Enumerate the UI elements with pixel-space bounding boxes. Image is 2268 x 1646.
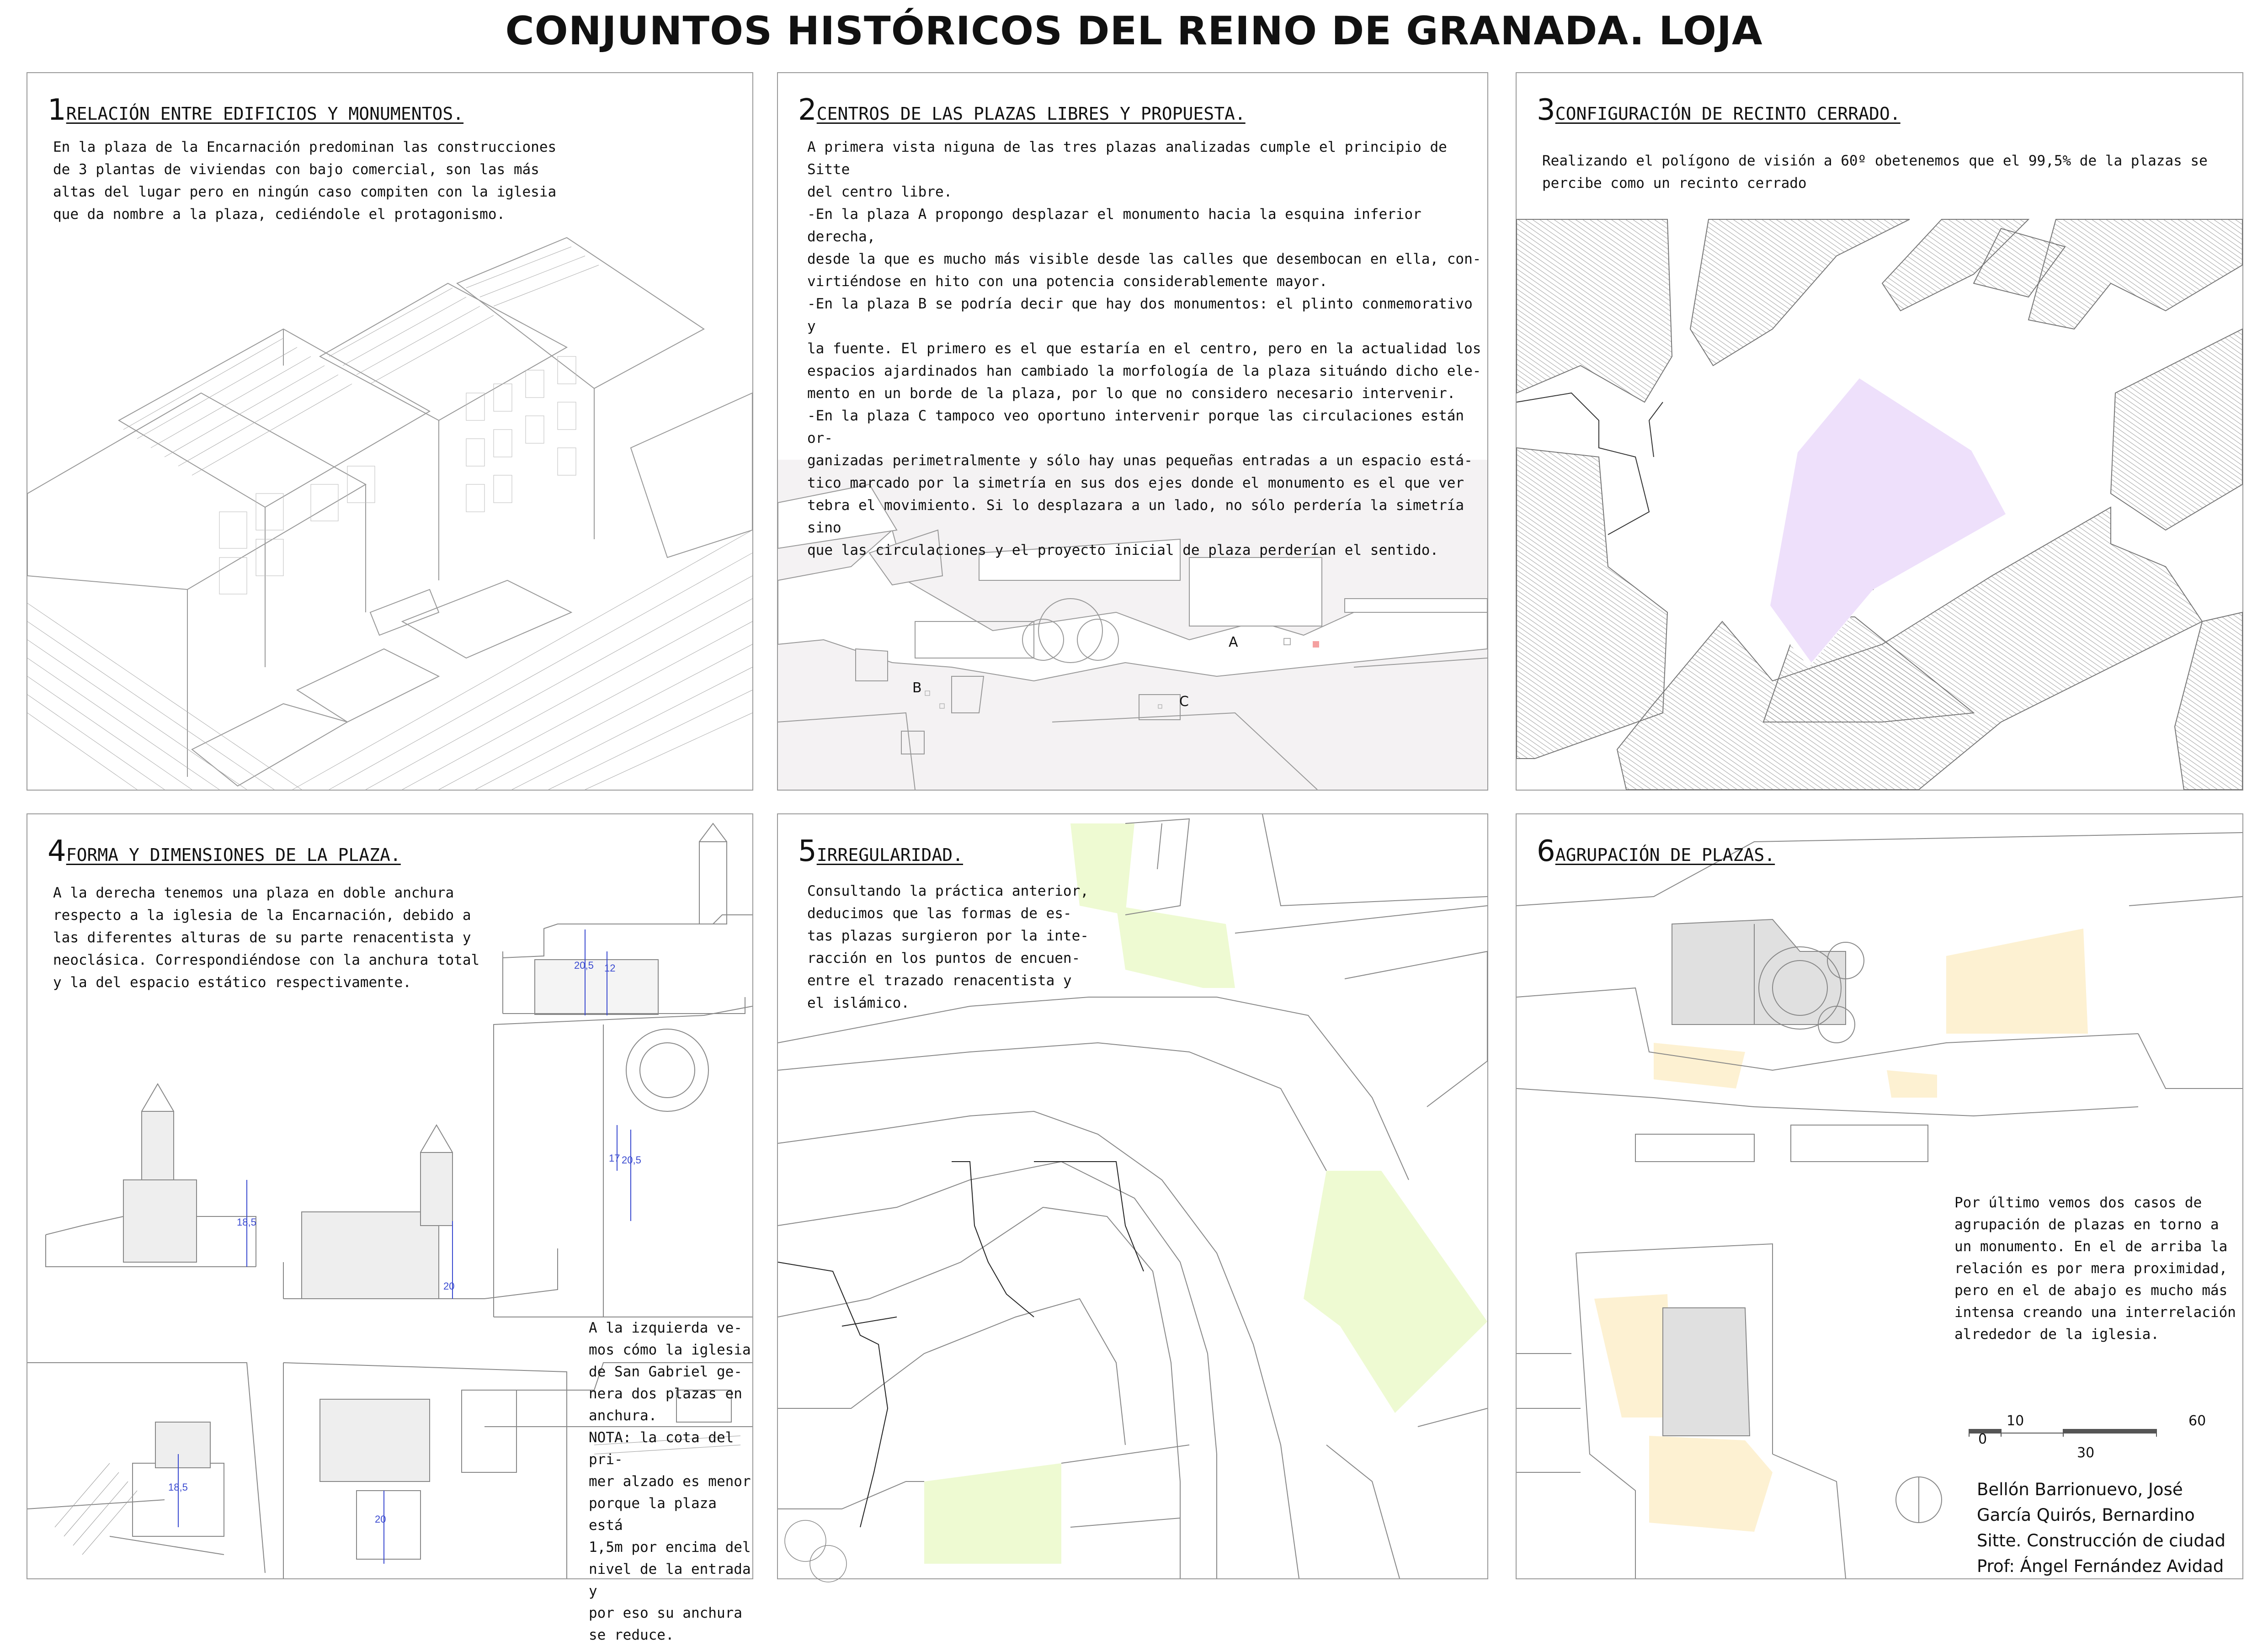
panel-5-irregularity bbox=[777, 813, 1488, 1579]
panel-4-text: A la derecha tenemos una plaza en doble anchura respecto a la iglesia de la Encarnación, debido a las diferentes alturas de su parte renacentista y neoclásica. Correspondiéndose con la anchura total y la del espacio estático respectivamente. bbox=[53, 885, 480, 991]
panel-5-text: Consultando la práctica anterior, deducimos que las formas de es- tas plazas surgieron por la inte- racción en los puntos de encuen- entre el trazado renacentista y el islámico. bbox=[807, 883, 1089, 1011]
panel-2-plaza-centers bbox=[777, 72, 1488, 791]
panel-4-text-note: A la izquierda ve- mos cómo la iglesia de San Gabriel ge- nera dos plazas en anchura. NOTA: la cota del pri- mer alzado es menor porque la plaza está 1,5m por encima del nivel de la entrada y por eso su anchura se reduce. bbox=[589, 1320, 751, 1643]
panel-3-closed-enclosure bbox=[1516, 72, 2243, 791]
plaza-a-label: A bbox=[1229, 634, 1238, 650]
panel-1-buildings-monuments bbox=[27, 72, 753, 791]
dim-label: 12 bbox=[604, 962, 616, 974]
panel-5-number: 5 bbox=[798, 834, 817, 868]
dim-label: 20 bbox=[375, 1513, 386, 1525]
plaza-b-label: B bbox=[912, 680, 922, 696]
panel-1-title: RELACIÓN ENTRE EDIFICIOS Y MONUMENTOS. bbox=[66, 104, 464, 124]
dim-label: 17 bbox=[609, 1152, 620, 1164]
panel-6-heading bbox=[1537, 834, 1775, 868]
panel-2-text: A primera vista niguna de las tres plazas analizadas cumple el principio de Sitte del centro libre. -En la plaza A propongo desplazar el monumento hacia la esquina inferior derecha, desde la que es mucho más visible desde las calles que desembocan en ella, con- virtiéndose en hito con una potencia considerablemente mayor. -En la plaza B se podría decir que hay dos monumentos: el plinto conmemorativo y la fuente. El primero es el que estaría en el centro, pero en la actualidad los espacios ajardinados han cambiado la morfología de la plaza situándo dicho ele- mento en un borde de la plaza, por lo que no considero necesario intervenir. -En la plaza C tampoco veo oportuno intervenir porque las circulaciones están or- ganizadas perimetralmente y sólo hay unas pequeñas entradas a un espacio está- tico marcado por la simetría en sus dos ejes donde el monumento es el que ver tebra el movimiento. Si lo desplazara a un lado, no sólo perdería la simetría sino que las circulaciones y el proyecto inicial de plaza perderían el sentido. bbox=[807, 139, 1481, 558]
dim-label: 20,5 bbox=[574, 960, 594, 971]
scale-label-30: 30 bbox=[2077, 1445, 2095, 1461]
panel-6-plaza-grouping bbox=[1516, 813, 2243, 1579]
panel-2-heading bbox=[798, 93, 1246, 127]
dim-label: 20 bbox=[443, 1280, 455, 1292]
panel-5-title: IRREGULARIDAD. bbox=[816, 845, 964, 865]
dim-label: 20,5 bbox=[622, 1154, 641, 1166]
plaza-c-label: C bbox=[1179, 694, 1189, 710]
panel-4-heading bbox=[48, 834, 401, 868]
panel-5-heading bbox=[798, 834, 963, 868]
panel-4-number: 4 bbox=[48, 834, 66, 868]
dim-label: 18,5 bbox=[237, 1216, 256, 1228]
dim-label: 18,5 bbox=[168, 1481, 188, 1493]
panel-4-form-dimensions bbox=[27, 813, 753, 1643]
panel-1-text: En la plaza de la Encarnación predominan las construcciones de 3 plantas de viviendas con bajo comercial, son las más altas del lugar pero en ningún caso compiten con la iglesia que da nombre a la plaza, cediéndole el protagonismo. bbox=[53, 139, 557, 223]
panel-2-title: CENTROS DE LAS PLAZAS LIBRES Y PROPUESTA. bbox=[816, 104, 1246, 124]
panel-1-heading bbox=[48, 93, 463, 127]
scale-label-60: 60 bbox=[2188, 1413, 2206, 1429]
panel-6-title: AGRUPACIÓN DE PLAZAS. bbox=[1555, 845, 1775, 865]
panel-2-number: 2 bbox=[798, 93, 817, 127]
panel-3-title: CONFIGURACIÓN DE RECINTO CERRADO. bbox=[1555, 104, 1901, 124]
panel-3-number: 3 bbox=[1537, 93, 1555, 127]
panel-3-text: Realizando el polígono de visión a 60º obetenemos que el 99,5% de la plazas se percibe como un recinto cerrado bbox=[1542, 153, 2208, 191]
panel-3-heading bbox=[1537, 93, 1901, 127]
panel-6-text: Por último vemos dos casos de agrupación de plazas en torno a un monumento. En el de arriba la relación es por mera proximidad, pero en el de abajo es mucho más intensa creando una interrelación alrededor de la iglesia. bbox=[1954, 1195, 2236, 1343]
panel-6-number: 6 bbox=[1537, 834, 1555, 868]
credits-block: Bellón Barrionuevo, José García Quirós, Bernardino Sitte. Construcción de ciudad Prof: Ángel Fernández Avidad bbox=[1977, 1480, 2225, 1576]
page-title: CONJUNTOS HISTÓRICOS DEL REINO DE GRANADA. LOJA bbox=[505, 8, 1763, 54]
scale-label-0: 0 bbox=[1978, 1431, 1987, 1447]
panel-4-title: FORMA Y DIMENSIONES DE LA PLAZA. bbox=[66, 845, 401, 865]
panel-1-number: 1 bbox=[48, 93, 66, 127]
scale-label-10: 10 bbox=[2007, 1413, 2024, 1429]
